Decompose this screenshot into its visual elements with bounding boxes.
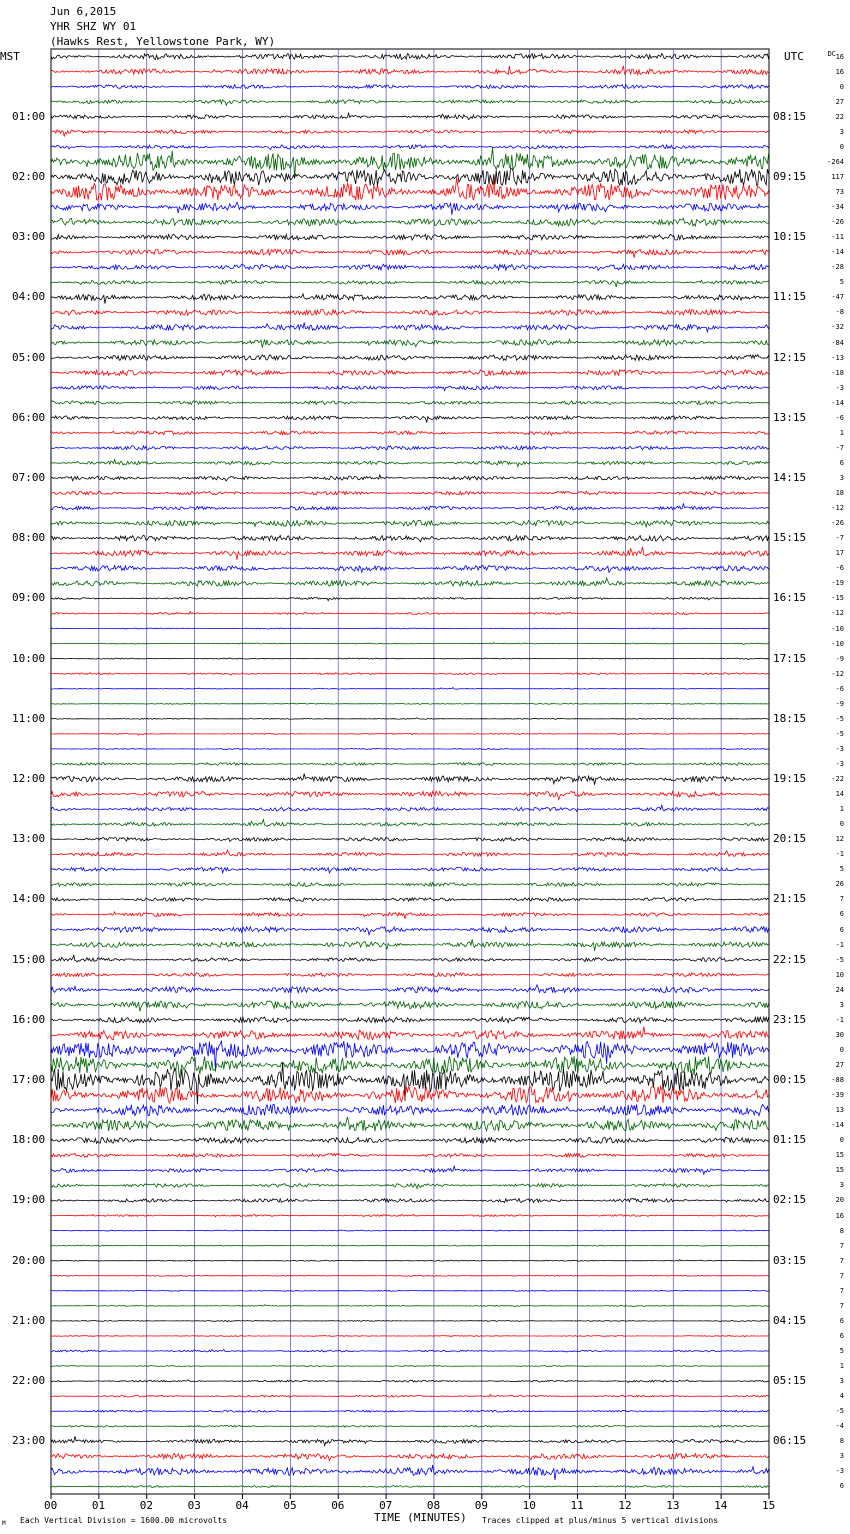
dc-offset-label: 7 bbox=[839, 895, 844, 904]
seismic-trace-53 bbox=[51, 850, 769, 856]
mst-hour-label: 06:00 bbox=[12, 410, 46, 424]
seismic-trace-73 bbox=[51, 1153, 769, 1157]
seismic-trace-50 bbox=[51, 805, 769, 811]
dc-offset-label: 6 bbox=[839, 1482, 844, 1491]
x-tick-label: 15 bbox=[762, 1499, 776, 1512]
seismic-trace-44 bbox=[51, 718, 769, 720]
seismic-trace-78 bbox=[51, 1230, 769, 1231]
dc-label: DC bbox=[827, 50, 836, 58]
dc-offset-label: 6 bbox=[839, 1331, 844, 1340]
seismic-trace-4 bbox=[51, 113, 769, 120]
dc-offset-label: -5 bbox=[835, 729, 844, 738]
dc-offset-label: -12 bbox=[831, 504, 844, 513]
seismic-trace-32 bbox=[51, 535, 769, 542]
seismic-trace-18 bbox=[51, 323, 769, 332]
seismic-trace-91 bbox=[51, 1425, 769, 1427]
x-tick-label: 13 bbox=[666, 1499, 680, 1512]
dc-offset-label: 0 bbox=[839, 82, 844, 91]
seismic-trace-21 bbox=[51, 370, 769, 376]
dc-offset-label: 12 bbox=[835, 835, 844, 844]
seismic-trace-23 bbox=[51, 401, 769, 405]
dc-offset-label: -6 bbox=[835, 413, 844, 422]
dc-offset-label: -26 bbox=[831, 519, 844, 528]
x-tick-label: 01 bbox=[91, 1499, 106, 1512]
dc-offset-label: -7 bbox=[835, 534, 844, 543]
dc-offset-label: 3 bbox=[839, 1452, 844, 1461]
seismic-trace-65 bbox=[51, 1027, 769, 1040]
dc-offset-label: -3 bbox=[835, 744, 844, 753]
dc-offset-label: 20 bbox=[835, 1196, 844, 1205]
dc-offset-label: -14 bbox=[831, 248, 844, 257]
utc-hour-label: 04:15 bbox=[773, 1313, 807, 1327]
seismic-trace-36 bbox=[51, 597, 769, 600]
mst-hour-label: 15:00 bbox=[12, 952, 46, 966]
dc-offset-label: 7 bbox=[839, 1241, 844, 1250]
dc-offset-label: 6 bbox=[839, 458, 844, 467]
dc-offset-label: -9 bbox=[835, 699, 844, 708]
seismic-trace-46 bbox=[51, 748, 769, 749]
seismic-trace-5 bbox=[51, 130, 769, 137]
dc-offset-label: -32 bbox=[831, 323, 844, 332]
dc-offset-label: -3 bbox=[835, 383, 844, 392]
seismic-trace-33 bbox=[51, 547, 769, 560]
seismic-trace-94 bbox=[51, 1465, 769, 1480]
dc-offset-label: -12 bbox=[831, 669, 844, 678]
x-tick-label: 05 bbox=[283, 1499, 297, 1512]
seismic-trace-90 bbox=[51, 1410, 769, 1412]
seismic-trace-54 bbox=[51, 867, 769, 873]
utc-hour-label: 00:15 bbox=[773, 1073, 807, 1087]
x-axis-title: TIME (MINUTES) bbox=[374, 1511, 467, 1524]
seismic-trace-61 bbox=[51, 973, 769, 977]
mst-hour-label: 22:00 bbox=[12, 1374, 46, 1388]
dc-offset-label: -26 bbox=[831, 218, 844, 227]
seismic-trace-14 bbox=[51, 264, 769, 270]
seismic-trace-40 bbox=[51, 658, 769, 659]
x-tick-label: 09 bbox=[474, 1499, 489, 1512]
mst-hour-label: 13:00 bbox=[12, 832, 46, 846]
dc-offset-label: -8 bbox=[835, 308, 844, 317]
dc-offset-label: -4 bbox=[835, 1422, 844, 1431]
seismic-trace-24 bbox=[51, 416, 769, 423]
dc-offset-label: -6 bbox=[835, 684, 844, 693]
x-tick-label: 11 bbox=[570, 1499, 584, 1512]
seismic-trace-26 bbox=[51, 446, 769, 450]
dc-offset-label: 3 bbox=[839, 1000, 844, 1009]
dc-offset-label: 3 bbox=[839, 1377, 844, 1386]
seismic-trace-47 bbox=[51, 763, 769, 766]
clip-note: Traces clipped at plus/minus 5 vertical divisions bbox=[482, 1516, 719, 1525]
dc-offset-label: -5 bbox=[835, 714, 844, 723]
utc-hour-label: 03:15 bbox=[773, 1253, 807, 1267]
mst-hour-label: 18:00 bbox=[12, 1133, 46, 1147]
dc-offset-label: 16 bbox=[835, 1211, 844, 1220]
dc-offset-label: -10 bbox=[831, 639, 844, 648]
seismic-trace-8 bbox=[51, 169, 769, 186]
seismic-trace-83 bbox=[51, 1305, 769, 1307]
dc-offset-label: 0 bbox=[839, 1136, 844, 1145]
seismic-trace-81 bbox=[51, 1275, 769, 1276]
utc-hour-label: 05:15 bbox=[773, 1374, 807, 1388]
utc-hour-label: 16:15 bbox=[773, 591, 807, 605]
dc-offset-label: -6 bbox=[835, 564, 844, 573]
x-tick-label: 03 bbox=[187, 1499, 201, 1512]
mst-hour-label: 08:00 bbox=[12, 531, 46, 545]
dc-offset-label: 3 bbox=[839, 473, 844, 482]
dc-offset-label: -3 bbox=[835, 759, 844, 768]
dc-offset-label: 7 bbox=[839, 1256, 844, 1265]
mst-hour-label: 17:00 bbox=[12, 1073, 46, 1087]
dc-offset-label: -13 bbox=[831, 353, 844, 362]
seismic-trace-43 bbox=[51, 703, 769, 704]
seismic-trace-27 bbox=[51, 460, 769, 467]
dc-offset-label: 3 bbox=[839, 127, 844, 136]
seismic-trace-60 bbox=[51, 955, 769, 961]
mst-hour-label: 05:00 bbox=[12, 350, 46, 364]
dc-offset-label: 4 bbox=[839, 1392, 844, 1401]
seismic-trace-51 bbox=[51, 820, 769, 827]
seismic-trace-30 bbox=[51, 503, 769, 510]
dc-offset-label: -12 bbox=[831, 609, 844, 618]
seismic-trace-3 bbox=[51, 100, 769, 106]
utc-hour-label: 21:15 bbox=[773, 892, 807, 906]
x-tick-label: 06 bbox=[331, 1499, 345, 1512]
dc-offset-label: -19 bbox=[831, 579, 844, 588]
dc-offset-label: 7 bbox=[839, 1271, 844, 1280]
utc-hour-label: 13:15 bbox=[773, 410, 807, 424]
seismic-trace-37 bbox=[51, 612, 769, 615]
dc-offset-label: -34 bbox=[831, 203, 844, 212]
mst-hour-label: 01:00 bbox=[12, 109, 46, 123]
seismic-trace-41 bbox=[51, 673, 769, 675]
seismic-trace-52 bbox=[51, 837, 769, 841]
dc-offset-label: 0 bbox=[839, 1045, 844, 1054]
dc-offset-label: 7 bbox=[839, 1286, 844, 1295]
mst-hour-label: 12:00 bbox=[12, 772, 46, 786]
seismic-trace-17 bbox=[51, 309, 769, 315]
dc-offset-label: 14 bbox=[835, 790, 844, 799]
dc-offset-label: 24 bbox=[835, 985, 844, 994]
dc-offset-label: -264 bbox=[827, 157, 844, 166]
seismic-trace-49 bbox=[51, 791, 769, 799]
mst-hour-label: 07:00 bbox=[12, 470, 46, 484]
seismic-trace-58 bbox=[51, 927, 769, 935]
utc-hour-label: 17:15 bbox=[773, 651, 807, 665]
dc-offset-label: 1 bbox=[839, 805, 844, 814]
seismic-trace-42 bbox=[51, 688, 769, 690]
seismic-trace-11 bbox=[51, 218, 769, 226]
station-location: (Hawks Rest, Yellowstone Park, WY) bbox=[50, 35, 276, 48]
seismic-trace-75 bbox=[51, 1184, 769, 1189]
dc-offset-label: 18 bbox=[835, 489, 844, 498]
dc-offset-label: 8 bbox=[839, 1437, 844, 1446]
dc-offset-label: 7 bbox=[839, 1301, 844, 1310]
seismic-trace-0 bbox=[51, 54, 769, 60]
x-tick-label: 12 bbox=[618, 1499, 632, 1512]
seismic-trace-45 bbox=[51, 733, 769, 735]
scale-note: Each Vertical Division = 1600.00 microvolts bbox=[20, 1516, 228, 1525]
dc-offset-label: -39 bbox=[831, 1091, 844, 1100]
seismic-trace-67 bbox=[51, 1056, 769, 1078]
utc-hour-label: 06:15 bbox=[773, 1434, 807, 1448]
dc-offset-label: 16 bbox=[835, 67, 844, 76]
dc-offset-label: -9 bbox=[835, 654, 844, 663]
mst-hour-label: 23:00 bbox=[12, 1434, 46, 1448]
dc-offset-label: 5 bbox=[839, 1347, 844, 1355]
mst-hour-label: 04:00 bbox=[12, 290, 46, 304]
mst-hour-label: 21:00 bbox=[12, 1313, 46, 1327]
seismic-trace-15 bbox=[51, 280, 769, 287]
utc-hour-label: 19:15 bbox=[773, 772, 807, 786]
dc-offset-label: 6 bbox=[839, 925, 844, 934]
mst-hour-label: 10:00 bbox=[12, 651, 46, 665]
seismic-trace-86 bbox=[51, 1349, 769, 1352]
dc-offset-label: 15 bbox=[835, 1166, 844, 1175]
utc-hour-label: 02:15 bbox=[773, 1193, 807, 1207]
dc-offset-label: -22 bbox=[831, 775, 844, 784]
seismic-trace-55 bbox=[51, 883, 769, 887]
utc-hour-label: 14:15 bbox=[773, 470, 807, 484]
dc-offset-label: 5 bbox=[839, 865, 844, 874]
seismic-trace-71 bbox=[51, 1117, 769, 1131]
dc-offset-label: 26 bbox=[835, 880, 844, 889]
x-tick-label: 08 bbox=[426, 1499, 441, 1512]
mst-hour-label: 20:00 bbox=[12, 1253, 46, 1267]
dc-offset-label: 1 bbox=[839, 1362, 844, 1371]
seismic-trace-2 bbox=[51, 85, 769, 89]
seismic-trace-20 bbox=[51, 355, 769, 361]
seismic-trace-59 bbox=[51, 939, 769, 951]
seismic-trace-48 bbox=[51, 774, 769, 785]
corner-mark: M bbox=[2, 1520, 6, 1527]
utc-hour-label: 12:15 bbox=[773, 350, 807, 364]
x-tick-label: 00 bbox=[44, 1499, 58, 1512]
seismic-trace-79 bbox=[51, 1245, 769, 1246]
dc-offset-label: 27 bbox=[835, 1061, 844, 1070]
seismic-trace-6 bbox=[51, 145, 769, 150]
dc-offset-label: 0 bbox=[839, 820, 844, 829]
dc-offset-label: 6 bbox=[839, 1316, 844, 1325]
dc-offset-label: -15 bbox=[831, 594, 844, 603]
seismic-trace-1 bbox=[51, 66, 769, 75]
seismic-trace-87 bbox=[51, 1366, 769, 1367]
seismic-trace-28 bbox=[51, 475, 769, 481]
dc-offset-label: 15 bbox=[835, 1151, 844, 1160]
seismic-trace-85 bbox=[51, 1335, 769, 1337]
dc-offset-label: 8 bbox=[839, 1226, 844, 1235]
utc-hour-label: 20:15 bbox=[773, 832, 807, 846]
seismic-trace-88 bbox=[51, 1380, 769, 1383]
seismic-trace-64 bbox=[51, 1017, 769, 1023]
seismic-trace-34 bbox=[51, 565, 769, 572]
mst-hour-label: 19:00 bbox=[12, 1193, 46, 1207]
x-tick-label: 14 bbox=[714, 1499, 728, 1512]
seismic-trace-80 bbox=[51, 1260, 769, 1262]
utc-hour-label: 18:15 bbox=[773, 711, 807, 725]
seismic-trace-93 bbox=[51, 1454, 769, 1461]
x-tick-label: 02 bbox=[139, 1499, 153, 1512]
dc-offset-label: -1 bbox=[835, 1015, 844, 1024]
dc-offset-label: 5 bbox=[839, 278, 844, 287]
utc-hour-label: 10:15 bbox=[773, 230, 807, 244]
dc-offset-label: -3 bbox=[835, 1467, 844, 1476]
dc-offset-label: -14 bbox=[831, 398, 844, 407]
x-tick-label: 07 bbox=[379, 1499, 393, 1512]
dc-offset-label: 27 bbox=[835, 97, 844, 106]
dc-offset-label: -10 bbox=[831, 624, 844, 633]
utc-hour-label: 09:15 bbox=[773, 169, 807, 183]
dc-offset-label: 10 bbox=[835, 970, 844, 979]
seismic-trace-57 bbox=[51, 912, 769, 919]
dc-offset-label: 0 bbox=[839, 142, 844, 151]
seismic-trace-74 bbox=[51, 1166, 769, 1174]
mst-hour-label: 02:00 bbox=[12, 169, 46, 183]
dc-offset-label: 3 bbox=[839, 1181, 844, 1190]
seismic-trace-10 bbox=[51, 202, 769, 214]
mst-hour-label: 11:00 bbox=[12, 711, 46, 725]
mst-hour-label: 03:00 bbox=[12, 230, 46, 244]
dc-offset-label: 30 bbox=[835, 1030, 844, 1039]
dc-offset-label: 22 bbox=[835, 112, 844, 121]
seismic-trace-29 bbox=[51, 491, 769, 495]
dc-offset-label: -28 bbox=[831, 263, 844, 272]
seismic-trace-69 bbox=[51, 1086, 769, 1103]
dc-offset-label: 6 bbox=[839, 910, 844, 919]
utc-hour-label: 08:15 bbox=[773, 109, 807, 123]
plot-date: Jun 6,2015 bbox=[50, 5, 117, 18]
seismic-trace-77 bbox=[51, 1214, 769, 1216]
dc-offset-label: -5 bbox=[835, 955, 844, 964]
utc-hour-label: 22:15 bbox=[773, 952, 807, 966]
seismic-trace-12 bbox=[51, 234, 769, 240]
plot-frame bbox=[51, 49, 769, 1494]
dc-offset-label: -5 bbox=[835, 1407, 844, 1416]
seismic-trace-19 bbox=[51, 339, 769, 347]
seismic-trace-25 bbox=[51, 431, 769, 435]
seismic-trace-92 bbox=[51, 1436, 769, 1445]
mst-hour-label: 14:00 bbox=[12, 892, 46, 906]
seismic-trace-84 bbox=[51, 1320, 769, 1321]
utc-hour-label: 15:15 bbox=[773, 531, 807, 545]
dc-offset-label: -84 bbox=[831, 338, 844, 347]
station-code: YHR SHZ WY 01 bbox=[50, 20, 137, 33]
x-tick-label: 10 bbox=[522, 1499, 536, 1512]
seismic-trace-89 bbox=[51, 1394, 769, 1397]
dc-offset-label: -47 bbox=[831, 293, 844, 302]
seismic-trace-72 bbox=[51, 1137, 769, 1143]
dc-offset-label: -88 bbox=[831, 1076, 844, 1085]
dc-offset-label: -14 bbox=[831, 1121, 844, 1130]
dc-offset-label: -18 bbox=[831, 368, 844, 377]
seismic-trace-31 bbox=[51, 520, 769, 527]
mst-label: MST bbox=[0, 50, 20, 63]
seismic-trace-62 bbox=[51, 985, 769, 993]
dc-offset-label: 17 bbox=[835, 549, 844, 558]
dc-offset-label: 13 bbox=[835, 1106, 844, 1115]
seismic-trace-38 bbox=[51, 628, 769, 629]
utc-label: UTC bbox=[784, 50, 804, 63]
dc-offset-label: 117 bbox=[831, 172, 844, 181]
seismic-trace-39 bbox=[51, 643, 769, 645]
dc-offset-label: 16 bbox=[835, 52, 844, 61]
dc-offset-label: -1 bbox=[835, 850, 844, 859]
seismic-trace-76 bbox=[51, 1199, 769, 1203]
seismic-trace-70 bbox=[51, 1104, 769, 1116]
dc-offset-label: -11 bbox=[831, 233, 844, 242]
utc-hour-label: 23:15 bbox=[773, 1012, 807, 1026]
dc-offset-label: -1 bbox=[835, 940, 844, 949]
seismic-trace-13 bbox=[51, 249, 769, 258]
seismic-trace-63 bbox=[51, 1001, 769, 1011]
dc-offset-label: -7 bbox=[835, 443, 844, 452]
seismic-trace-68 bbox=[51, 1062, 769, 1104]
x-tick-label: 04 bbox=[235, 1499, 249, 1512]
seismic-trace-35 bbox=[51, 578, 769, 586]
dc-offset-label: 1 bbox=[839, 428, 844, 437]
seismic-trace-56 bbox=[51, 898, 769, 902]
seismic-trace-16 bbox=[51, 294, 769, 304]
utc-hour-label: 11:15 bbox=[773, 290, 807, 304]
seismic-trace-82 bbox=[51, 1290, 769, 1291]
seismic-trace-95 bbox=[51, 1486, 769, 1488]
mst-hour-label: 09:00 bbox=[12, 591, 46, 605]
mst-hour-label: 16:00 bbox=[12, 1012, 46, 1026]
utc-hour-label: 01:15 bbox=[773, 1133, 807, 1147]
seismic-trace-22 bbox=[51, 386, 769, 391]
dc-offset-label: 73 bbox=[835, 187, 844, 196]
